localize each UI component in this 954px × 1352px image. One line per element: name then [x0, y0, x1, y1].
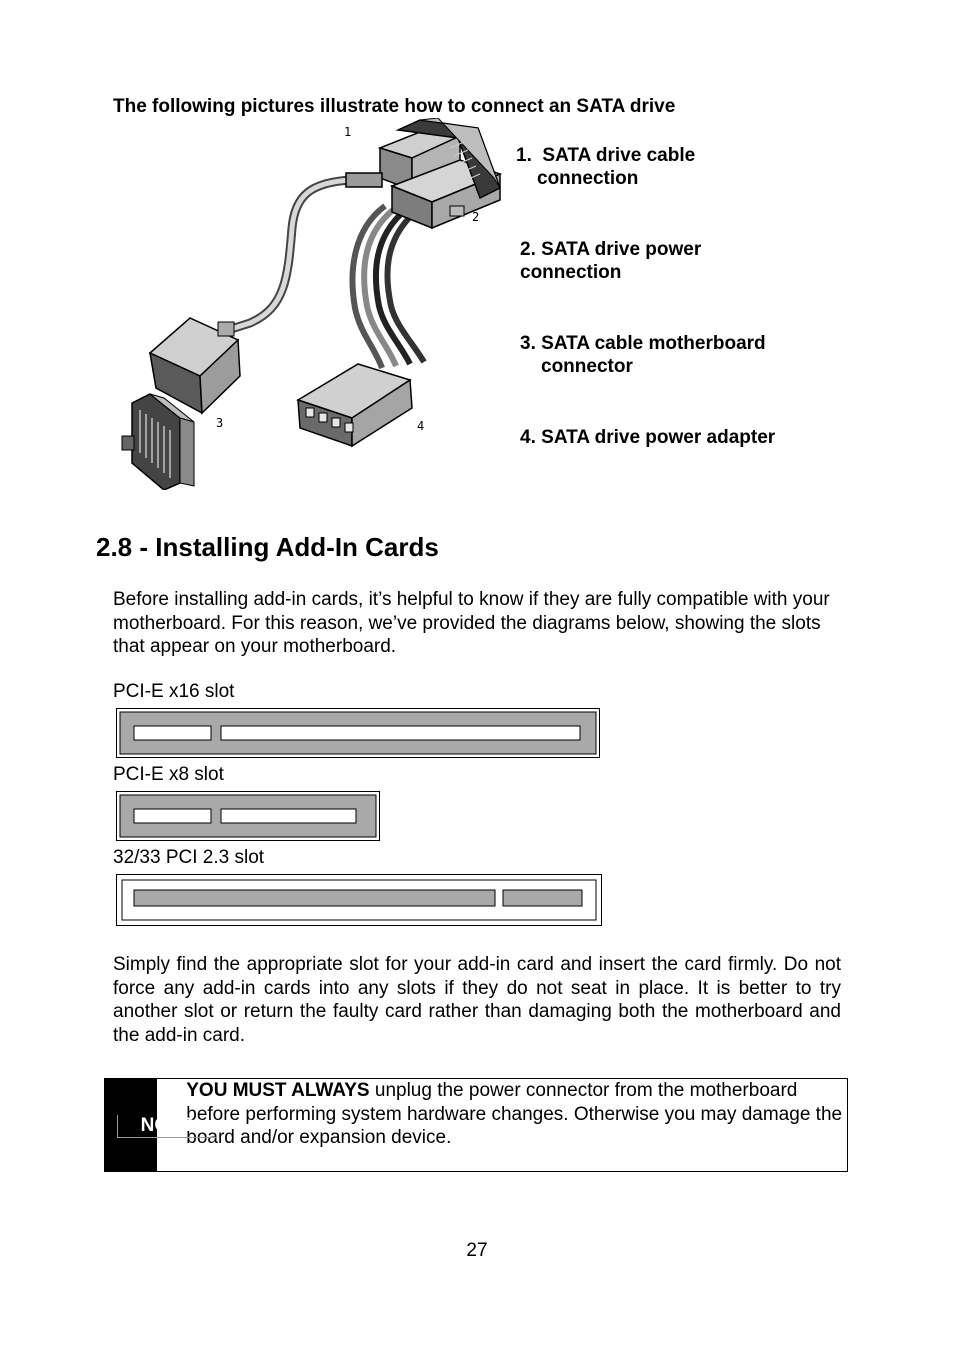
note-tag — [105, 1079, 194, 1171]
note-text — [157, 1079, 847, 1171]
pcie-x8-slot-diagram — [116, 791, 380, 841]
marker-2: 2 — [472, 210, 480, 224]
note-emphasis: YOU MUST ALWAYS — [186, 1080, 370, 1101]
callout-motherboard-connector: 3. SATA cable motherboard connector — [520, 333, 766, 377]
pci-23-slot-diagram — [116, 874, 602, 926]
callout-power-connection: 2. SATA drive power connection — [520, 239, 702, 283]
callout-cable-connection: 1. SATA drive cable connection — [516, 145, 696, 189]
intro-paragraph: Before installing add-in cards, it’s helpful to know if they are fully compatible with your motherboard. For this reason, we’ve provided the diagrams below, showing the slots that appear on your motherboard. — [113, 589, 830, 657]
sata-connection-illustration — [120, 118, 510, 490]
marker-1: 1 — [344, 125, 352, 139]
motherboard-sata-connector — [122, 394, 194, 490]
marker-3: 3 — [216, 416, 224, 430]
section-title: 2.8 - Installing Add-In Cards — [96, 532, 439, 562]
molex-power-adapter — [298, 364, 412, 446]
note-label: NOTE — [117, 1115, 216, 1138]
note-body: unplug the power connector from the motherboard before performing system hardware changes. Otherwise you may damage the board and/or expansion device. — [186, 1080, 843, 1148]
pcie-x16-slot-diagram — [116, 708, 600, 758]
note-box — [104, 1078, 848, 1172]
instructions-paragraph: Simply find the appropriate slot for your add-in card and insert the card firmly. Do not force any add-in cards into any slots if they do not seat in place. It is better to try another slot or return the faulty card rather than damaging both the motherboard and the add-in card. — [113, 954, 841, 1046]
callout-power-adapter: 4. SATA drive power adapter — [520, 427, 776, 448]
intro-text: The following pictures illustrate how to connect an SATA drive — [113, 96, 676, 117]
marker-4: 4 — [417, 419, 425, 433]
slot-label-pcie-x16: PCI-E x16 slot — [113, 681, 235, 702]
slot-label-pci-23: 32/33 PCI 2.3 slot — [113, 847, 265, 868]
page-number: 27 — [466, 1240, 488, 1261]
slot-label-pcie-x8: PCI-E x8 slot — [113, 764, 224, 785]
